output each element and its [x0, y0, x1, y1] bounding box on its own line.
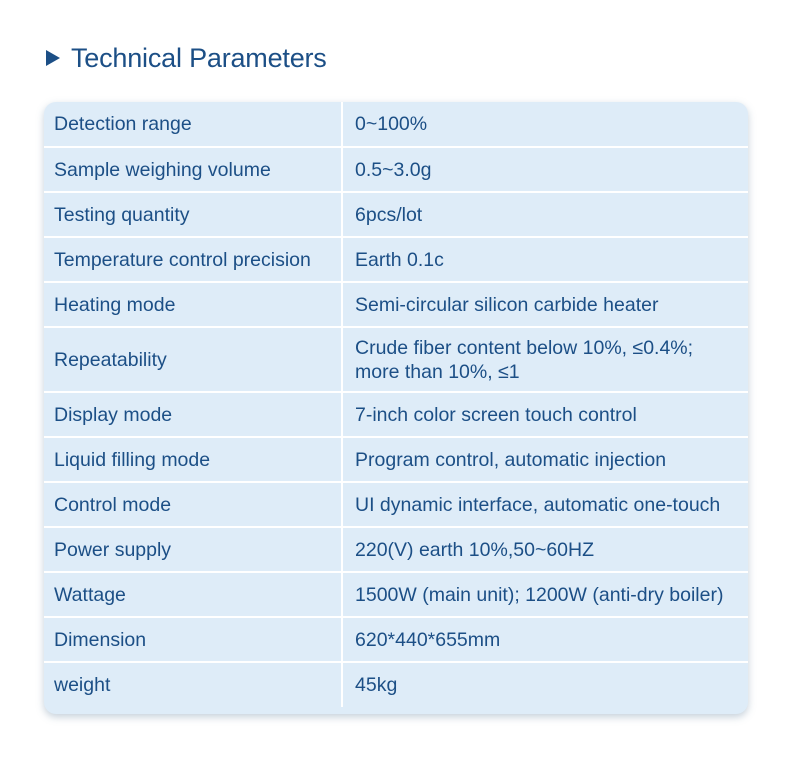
parameter-value-line: 1500W (main unit); 1200W (anti-dry boiler) [355, 583, 724, 606]
table-row [44, 392, 748, 437]
parameter-label: weight [44, 662, 342, 707]
table-row [44, 572, 748, 617]
parameter-label: Dimension [44, 617, 342, 662]
table-row [44, 147, 748, 192]
parameter-value [342, 482, 748, 527]
parameter-label: Sample weighing volume [44, 147, 342, 192]
parameter-label: Display mode [44, 392, 342, 437]
table-row [44, 282, 748, 327]
parameters-table-body [44, 102, 748, 707]
section-heading [46, 38, 327, 78]
parameter-value [342, 527, 748, 572]
parameter-value [342, 437, 748, 482]
table-row [44, 527, 748, 572]
parameter-value-line: 0~100% [355, 113, 428, 135]
parameter-label: Testing quantity [44, 192, 342, 237]
parameter-value [342, 192, 748, 237]
parameter-value-line: 6pcs/lot [355, 203, 423, 226]
parameter-value [342, 662, 748, 707]
parameter-value [342, 282, 748, 327]
parameter-value-line: 620*440*655mm [355, 628, 501, 651]
table-row [44, 102, 748, 147]
parameter-value-line: 0.5~3.0g [355, 158, 432, 181]
table-row [44, 482, 748, 527]
parameters-table-container [44, 102, 748, 714]
parameter-value-line: UI dynamic interface, automatic one-touch [355, 493, 721, 516]
table-row [44, 662, 748, 707]
parameter-value-line: Crude fiber content below 10%, ≤0.4%; [355, 336, 694, 359]
section-title: Technical Parameters [71, 42, 327, 73]
parameter-value-line: Semi-circular silicon carbide heater [355, 293, 659, 316]
parameter-label: Wattage [44, 572, 342, 617]
table-row [44, 617, 748, 662]
parameter-label: Control mode [44, 482, 342, 527]
parameter-value [342, 617, 748, 662]
parameter-value-line: Program control, automatic injection [355, 448, 667, 471]
parameter-value [342, 237, 748, 282]
parameter-label: Detection range [44, 102, 342, 147]
parameter-value [342, 102, 748, 147]
table-row [44, 192, 748, 237]
parameter-label: Heating mode [44, 282, 342, 327]
parameter-value [342, 572, 748, 617]
table-row [44, 437, 748, 482]
parameter-label: Power supply [44, 527, 342, 572]
triangle-right-icon [46, 50, 60, 66]
parameter-value-line: 220(V) earth 10%,50~60HZ [355, 538, 595, 561]
parameter-value [342, 392, 748, 437]
table-row [44, 237, 748, 282]
parameter-label: Repeatability [44, 327, 342, 392]
parameter-value-line: 7-inch color screen touch control [355, 403, 637, 426]
parameter-label: Liquid filling mode [44, 437, 342, 482]
parameter-value-line: more than 10%, ≤1 [355, 360, 520, 383]
parameters-table [44, 102, 748, 707]
parameter-value-line: 45kg [355, 674, 398, 696]
parameter-label: Temperature control precision [44, 237, 342, 282]
parameter-value-line: Earth 0.1c [355, 248, 444, 271]
parameter-value [342, 327, 748, 392]
table-row [44, 327, 748, 392]
parameter-value [342, 147, 748, 192]
